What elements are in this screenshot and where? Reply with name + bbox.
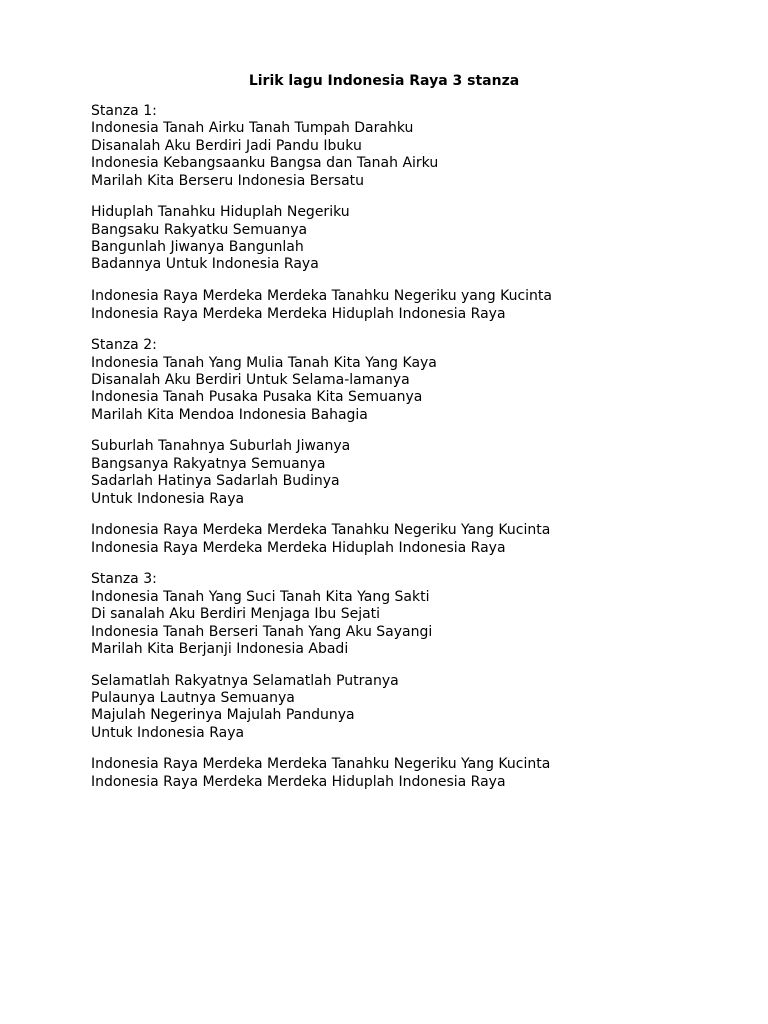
lyrics-line: Stanza 1: xyxy=(91,103,157,119)
lyrics-paragraph xyxy=(91,673,731,743)
lyrics-line: Indonesia Raya Merdeka Merdeka Tanahku Negeriku Yang Kucinta xyxy=(91,756,551,773)
lyrics-paragraph xyxy=(91,438,731,508)
lyrics-line: Indonesia Tanah Yang Suci Tanah Kita Yang Sakti xyxy=(91,588,430,605)
lyrics-line: Untuk Indonesia Raya xyxy=(91,490,245,507)
lyrics-line: Indonesia Raya Merdeka Merdeka Hiduplah Indonesia Raya xyxy=(91,539,506,556)
lyrics-line: Marilah Kita Berjanji Indonesia Abadi xyxy=(91,640,349,657)
lyrics-paragraph xyxy=(91,204,731,274)
lyrics-body xyxy=(91,103,731,791)
lyrics-line: Pulaunya Lautnya Semuanya xyxy=(91,690,295,707)
lyrics-line: Bangsanya Rakyatnya Semuanya xyxy=(91,455,326,472)
lyrics-line: Badannya Untuk Indonesia Raya xyxy=(91,256,319,273)
lyrics-paragraph xyxy=(91,522,731,557)
lyrics-line: Di sanalah Aku Berdiri Menjaga Ibu Sejati xyxy=(91,606,381,623)
lyrics-line: Indonesia Kebangsaanku Bangsa dan Tanah Airku xyxy=(91,155,439,172)
lyrics-paragraph xyxy=(91,103,731,190)
lyrics-line: Stanza 2: xyxy=(91,337,157,354)
lyrics-line: Indonesia Tanah Yang Mulia Tanah Kita Yang Kaya xyxy=(91,354,437,371)
lyrics-line: Bangunlah Jiwanya Bangunlah xyxy=(91,239,304,256)
lyrics-line: Stanza 3: xyxy=(91,571,157,588)
lyrics-paragraph xyxy=(91,571,731,658)
lyrics-line: Hiduplah Tanahku Hiduplah Negeriku xyxy=(91,204,350,221)
lyrics-line: Untuk Indonesia Raya xyxy=(91,724,245,741)
document-title: Lirik lagu Indonesia Raya 3 stanza xyxy=(248,73,520,89)
lyrics-line: Indonesia Raya Merdeka Merdeka Tanahku Negeriku yang Kucinta xyxy=(91,288,552,305)
lyrics-line: Indonesia Tanah Pusaka Pusaka Kita Semuanya xyxy=(91,389,423,406)
lyrics-paragraph xyxy=(91,337,731,424)
lyrics-line: Suburlah Tanahnya Suburlah Jiwanya xyxy=(91,438,351,455)
lyrics-line: Disanalah Aku Berdiri Untuk Selama-lamanya xyxy=(91,371,410,388)
lyrics-line: Selamatlah Rakyatnya Selamatlah Putranya xyxy=(91,672,399,689)
lyrics-line: Bangsaku Rakyatku Semuanya xyxy=(91,221,308,238)
lyrics-line: Indonesia Raya Merdeka Merdeka Tanahku Negeriku Yang Kucinta xyxy=(91,522,551,539)
lyrics-line: Sadarlah Hatinya Sadarlah Budinya xyxy=(91,473,340,490)
lyrics-line: Marilah Kita Mendoa Indonesia Bahagia xyxy=(91,406,368,423)
lyrics-line: Marilah Kita Berseru Indonesia Bersatu xyxy=(91,172,365,189)
lyrics-line: Disanalah Aku Berdiri Jadi Pandu Ibuku xyxy=(91,137,362,154)
lyrics-line: Indonesia Tanah Airku Tanah Tumpah Darahku xyxy=(91,120,414,137)
lyrics-line: Majulah Negerinya Majulah Pandunya xyxy=(91,707,355,724)
lyrics-paragraph xyxy=(91,288,731,323)
lyrics-line: Indonesia Raya Merdeka Merdeka Hiduplah Indonesia Raya xyxy=(91,305,506,322)
lyrics-line: Indonesia Tanah Berseri Tanah Yang Aku Sayangi xyxy=(91,623,433,640)
lyrics-line: Indonesia Raya Merdeka Merdeka Hiduplah Indonesia Raya xyxy=(91,773,506,790)
lyrics-paragraph xyxy=(91,756,731,791)
